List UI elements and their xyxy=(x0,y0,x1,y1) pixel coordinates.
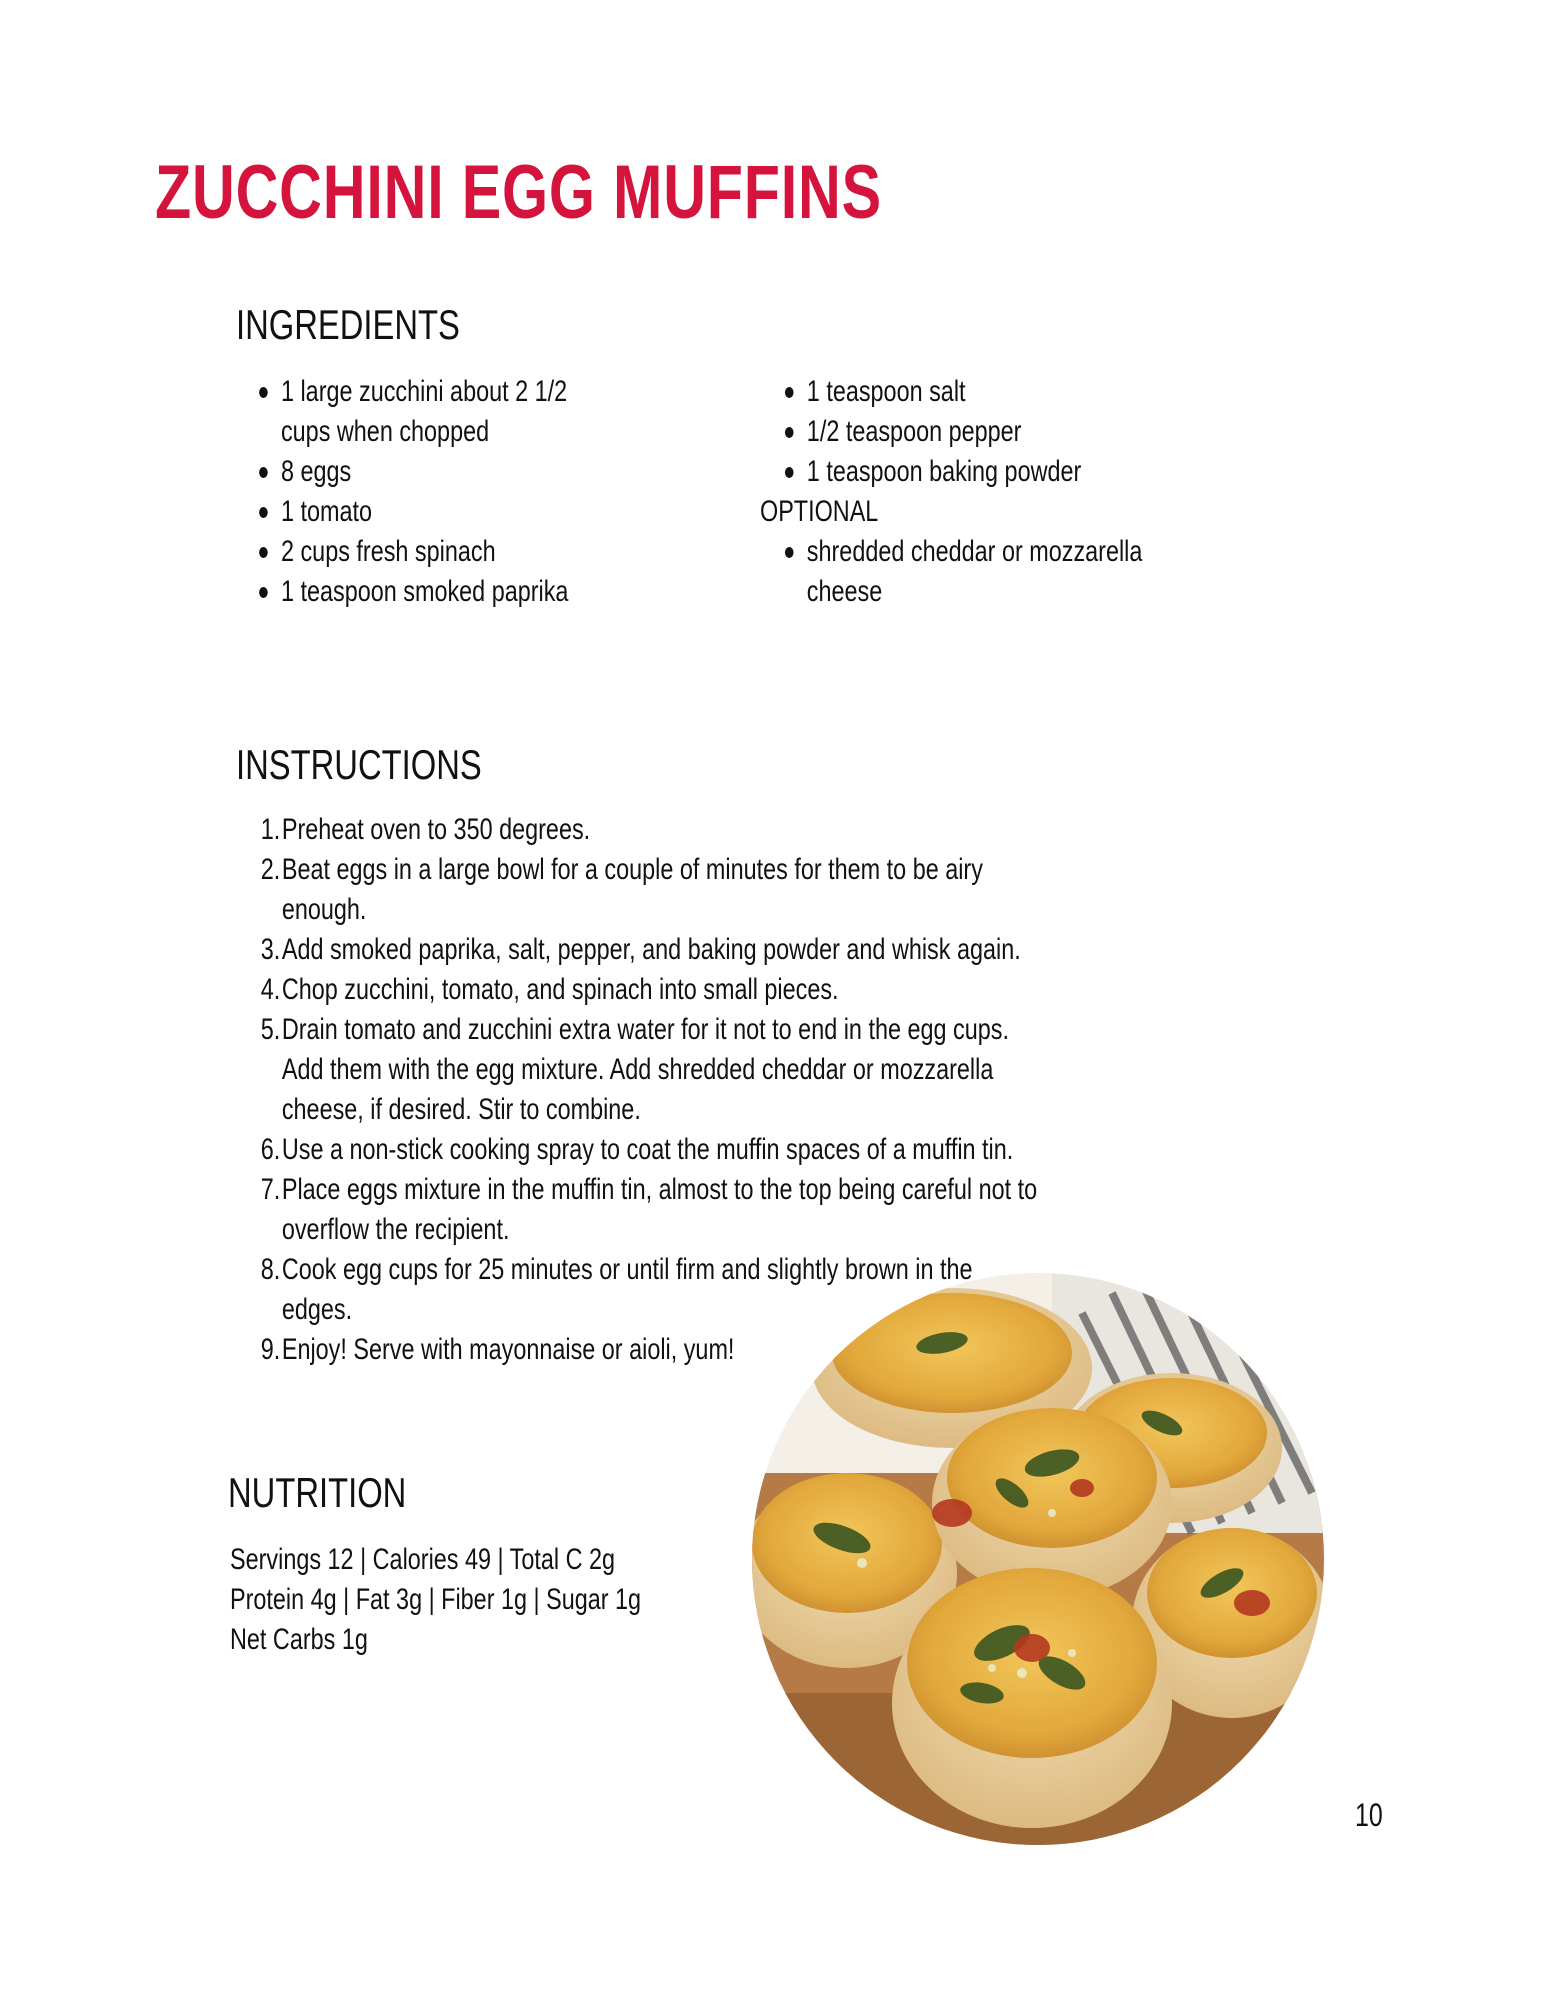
nutrition-heading: NUTRITION xyxy=(228,1469,407,1516)
ingredients-right-list xyxy=(760,372,1197,492)
ingredient-item: 1 large zucchini about 2 1/2 cups when chopped xyxy=(256,372,599,452)
step-text: Preheat oven to 350 degrees. xyxy=(281,813,591,846)
optional-label: OPTIONAL xyxy=(760,495,879,528)
nutrition-line: Protein 4g | Fat 3g | Fiber 1g | Sugar 1g xyxy=(230,1583,642,1616)
ingredient-item: shredded cheddar or mozzarella cheese xyxy=(782,532,1197,612)
step-text: Use a non-stick cooking spray to coat the muffin spaces of a muffin tin. xyxy=(281,1133,1014,1166)
ingredient-item: 8 eggs xyxy=(256,452,599,492)
ingredients-left-column xyxy=(256,372,599,612)
instruction-step xyxy=(260,850,1040,930)
recipe-title: ZUCCHINI EGG MUFFINS xyxy=(155,150,882,235)
step-number: 5. xyxy=(260,1013,281,1046)
ingredient-item: 1 teaspoon baking powder xyxy=(782,452,1197,492)
instruction-step xyxy=(260,1130,1040,1170)
optional-ingredients-list xyxy=(760,532,1197,612)
step-text: Chop zucchini, tomato, and spinach into small pieces. xyxy=(281,973,839,1006)
step-number: 6. xyxy=(260,1133,281,1166)
step-text: Cook egg cups for 25 minutes or until firm and slightly brown in the edges. xyxy=(281,1253,973,1326)
step-number: 3. xyxy=(260,933,281,966)
instruction-step xyxy=(260,970,1040,1010)
step-number: 2. xyxy=(260,853,281,886)
step-text: Enjoy! Serve with mayonnaise or aioli, yum! xyxy=(281,1333,735,1366)
nutrition-line: Servings 12 | Calories 49 | Total C 2g xyxy=(230,1543,616,1576)
instruction-step xyxy=(260,1170,1040,1250)
step-text: Add smoked paprika, salt, pepper, and baking powder and whisk again. xyxy=(281,933,1021,966)
instructions-heading: INSTRUCTIONS xyxy=(236,741,482,788)
ingredients-heading: INGREDIENTS xyxy=(236,301,460,348)
ingredient-item: 1 teaspoon smoked paprika xyxy=(256,572,599,612)
step-number: 1. xyxy=(260,813,281,846)
instruction-step xyxy=(260,1010,1040,1130)
step-number: 4. xyxy=(260,973,281,1006)
step-text: Drain tomato and zucchini extra water for it not to end in the egg cups. Add them with the egg mixture. Add shredded cheddar or mozzarella cheese, if desired. Stir to combine. xyxy=(281,1013,1009,1126)
instruction-step xyxy=(260,930,1040,970)
step-text: Beat eggs in a large bowl for a couple of minutes for them to be airy enough. xyxy=(281,853,983,926)
step-text: Place eggs mixture in the muffin tin, almost to the top being careful not to overflow the recipient. xyxy=(281,1173,1038,1246)
ingredient-item: 1/2 teaspoon pepper xyxy=(782,412,1197,452)
page-number: 10 xyxy=(1355,1797,1383,1833)
ingredients-left-list xyxy=(256,372,599,612)
ingredients-right-column xyxy=(760,372,1197,612)
instruction-step xyxy=(260,810,1040,850)
egg-muffins-photo xyxy=(752,1273,1324,1845)
ingredient-item: 1 tomato xyxy=(256,492,599,532)
ingredient-item: 1 teaspoon salt xyxy=(782,372,1197,412)
step-number: 8. xyxy=(260,1253,281,1286)
step-number: 9. xyxy=(260,1333,281,1366)
nutrition-line: Net Carbs 1g xyxy=(230,1623,368,1656)
nutrition-facts xyxy=(230,1540,641,1660)
ingredient-item: 2 cups fresh spinach xyxy=(256,532,599,572)
step-number: 7. xyxy=(260,1173,281,1206)
